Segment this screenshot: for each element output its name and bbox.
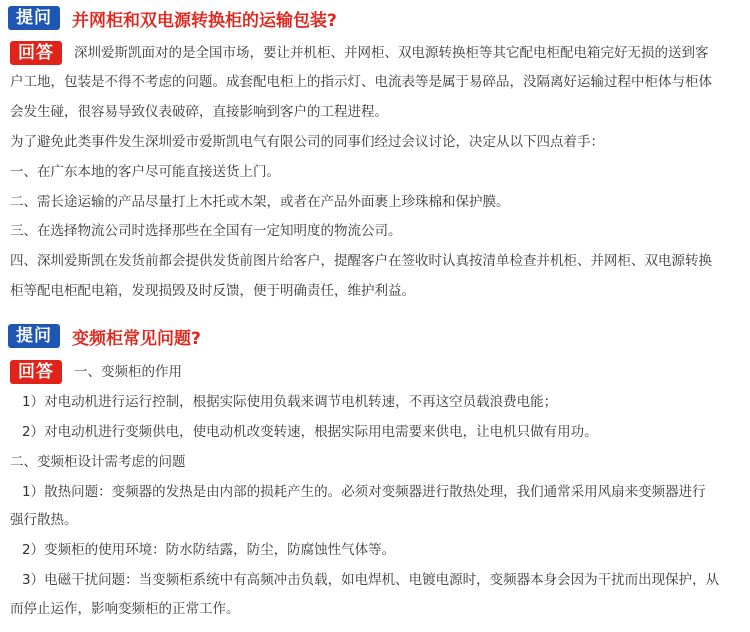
answer-line: 2）对电动机进行变频供电，使电动机改变转速，根据实际用电需要来供电，让电机只做有用功。: [22, 424, 598, 440]
answer-line: 会发生碰，很容易导致仪表破碎，直接影响到客户的工程进程。: [10, 104, 388, 120]
question-badge: 提问: [8, 324, 60, 348]
answer-line: 1）对电动机进行运行控制，根据实际使用负载来调节电机转速，不再这空员载浪费电能；: [22, 394, 558, 410]
answer-line: 二、变频柜设计需考虑的问题: [10, 454, 186, 470]
answer-line: 二、需长途运输的产品尽量打上木托或木架，或者在产品外面裹上珍珠棉和保护膜。: [10, 194, 510, 210]
answer-line: 四、深圳爱斯凯在发货前都会提供发货前图片给客户，提醒客户在签收时认真按清单检查并机柜、并网柜、双电源转换: [10, 253, 712, 269]
question-title: 并网柜和双电源转换柜的运输包装?: [72, 10, 337, 31]
question-row-2: [8, 324, 201, 348]
answer-line: 户工地，包装是不得不考虑的问题。成套配电柜上的指示灯、电流表等是属于易碎品，没隔离好运输过程中柜体与柜体: [10, 74, 712, 90]
question-row-1: [8, 6, 337, 30]
answer-line: 强行散热。: [10, 512, 78, 528]
answer-line: 三、在选择物流公司时选择那些在全国有一定知明度的物流公司。: [10, 223, 402, 239]
answer-line: 柜等配电柜配电箱，发现损毁及时反馈，便于明确责任，维护利益。: [10, 283, 415, 299]
question-badge: 提问: [8, 6, 60, 30]
answer-badge: 回答: [10, 41, 62, 65]
answer-line: 3）电磁干扰问题：当变频柜系统中有高频冲击负载，如电焊机、电镀电源时，变频器本身会因为干扰而出现保护，从: [22, 572, 720, 588]
answer-line: 而停止运作，影响变频柜的正常工作。: [10, 601, 240, 617]
answer-line: 深圳爱斯凯面对的是全国市场，要让并机柜、并网柜、双电源转换柜等其它配电柜配电箱完好无损的送到客: [74, 45, 709, 61]
answer-badge-wrap-2: [10, 360, 62, 384]
answer-line: 一、变频柜的作用: [74, 364, 182, 380]
answer-badge-wrap-1: [10, 41, 62, 65]
question-title: 变频柜常见问题?: [72, 328, 201, 349]
answer-line: 2）变频柜的使用环境：防水防结露，防尘，防腐蚀性气体等。: [22, 542, 396, 558]
answer-line: 1）散热问题：变频器的发热是由内部的损耗产生的。必须对变频器进行散热处理，我们通常采用风扇来变频器进行: [22, 484, 706, 500]
answer-badge: 回答: [10, 360, 62, 384]
answer-line: 一、在广东本地的客户尽可能直接送货上门。: [10, 164, 280, 180]
answer-line: 为了避免此类事件发生深圳爱市爱斯凯电气有限公司的同事们经过会议讨论，决定从以下四点着手：: [10, 134, 604, 150]
